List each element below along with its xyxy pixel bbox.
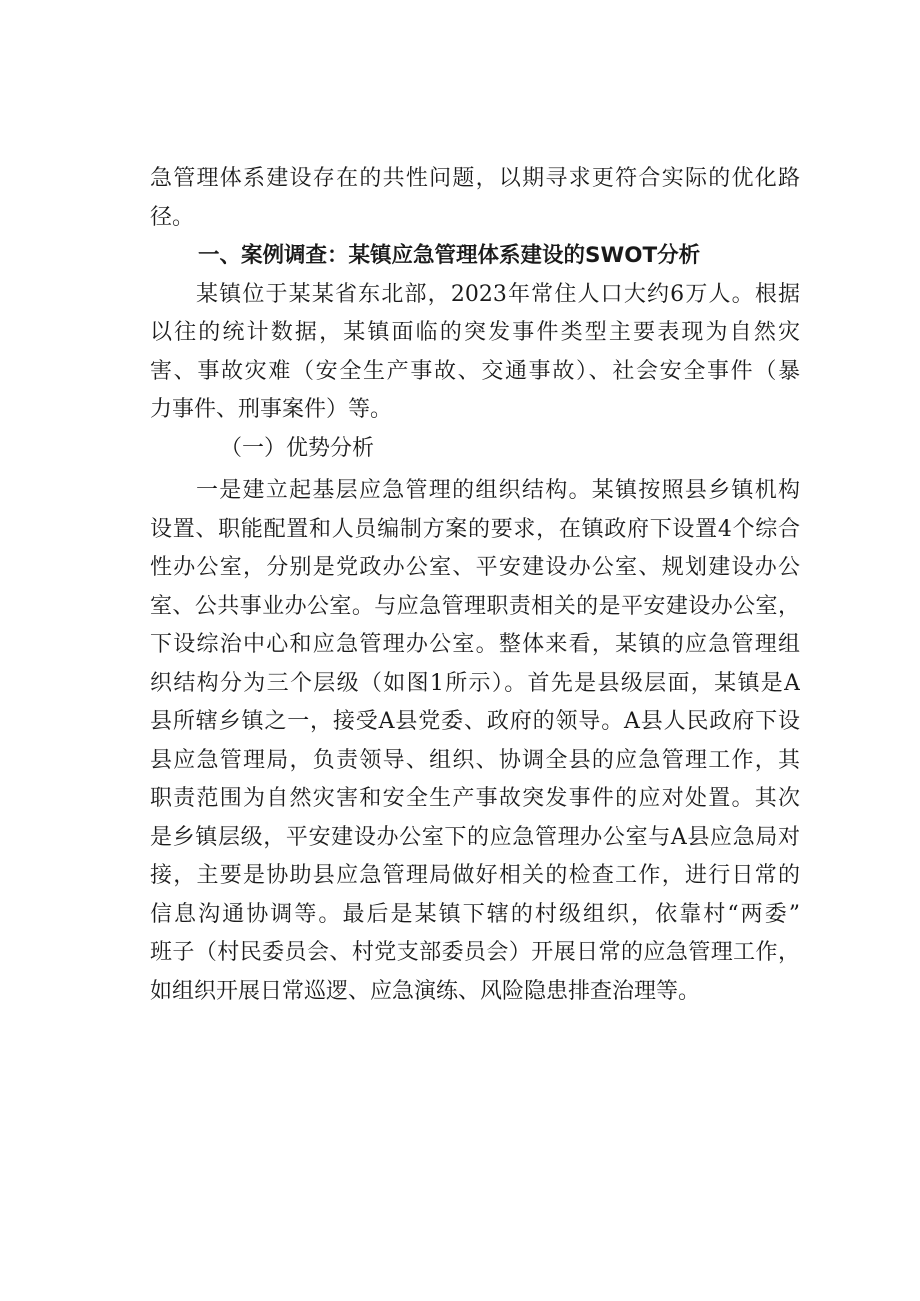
text-line: 是乡镇层级，平安建设办公室下的应急管理办公室与A县应急局对: [150, 824, 800, 850]
text-line: 下设综治中心和应急管理办公室。整体来看，某镇的应急管理组: [150, 632, 800, 657]
text-line: 力事件、刑事案件）等。: [150, 397, 393, 422]
text-line: 职责范围为自然灾害和安全生产事故突发事件的应对处置。其次: [150, 786, 800, 811]
text-line: 某镇位于某某省东北部，2023年常住人口大约6万人。根据: [196, 281, 800, 307]
text-line: 织结构分为三个层级（如图1所示）。首先是县级层面，某镇是A: [150, 670, 800, 696]
paragraph-organization: [150, 472, 800, 1011]
paragraph-location: [150, 276, 800, 430]
text-line: 县应急管理局，负责领导、组织、协调全县的应急管理工作，其: [150, 747, 800, 773]
text-line: 室、公共事业办公室。与应急管理职责相关的是平安建设办公室，: [150, 593, 800, 619]
text-line: 性办公室，分别是党政办公室、平安建设办公室、规划建设办公: [150, 555, 800, 580]
intro-paragraph: [150, 160, 800, 237]
document-page: [150, 160, 800, 1011]
text-line: 班子（村民委员会、村党支部委员会）开展日常的应急管理工作，: [150, 940, 800, 965]
text-line: 害、事故灾难（安全生产事故、交通事故）、社会安全事件（暴: [150, 358, 800, 384]
text-line: 径。: [150, 204, 195, 230]
text-line: 如组织开展日常巡逻、应急演练、风险隐患排查治理等。: [150, 978, 701, 1004]
text-line: 急管理体系建设存在的共性问题，以期寻求更符合实际的优化路: [150, 166, 800, 191]
text-line: 一是建立起基层应急管理的组织结构。某镇按照县乡镇机构: [196, 478, 800, 503]
section-heading: 一、案例调查：某镇应急管理体系建设的SWOT分析: [198, 243, 701, 268]
subsection-heading: （一）优势分析: [220, 435, 375, 461]
text-line: 接，主要是协助县应急管理局做好相关的检查工作，进行日常的: [150, 863, 800, 888]
text-line: 设置、职能配置和人员编制方案的要求，在镇政府下设置4个综合: [150, 516, 800, 542]
text-line: 以往的统计数据，某镇面临的突发事件类型主要表现为自然灾: [150, 320, 800, 345]
text-line: 信息沟通协调等。最后是某镇下辖的村级组织，依靠村“两委”: [150, 901, 800, 927]
text-line: 县所辖乡镇之一，接受A县党委、政府的领导。A县人民政府下设: [150, 709, 800, 734]
